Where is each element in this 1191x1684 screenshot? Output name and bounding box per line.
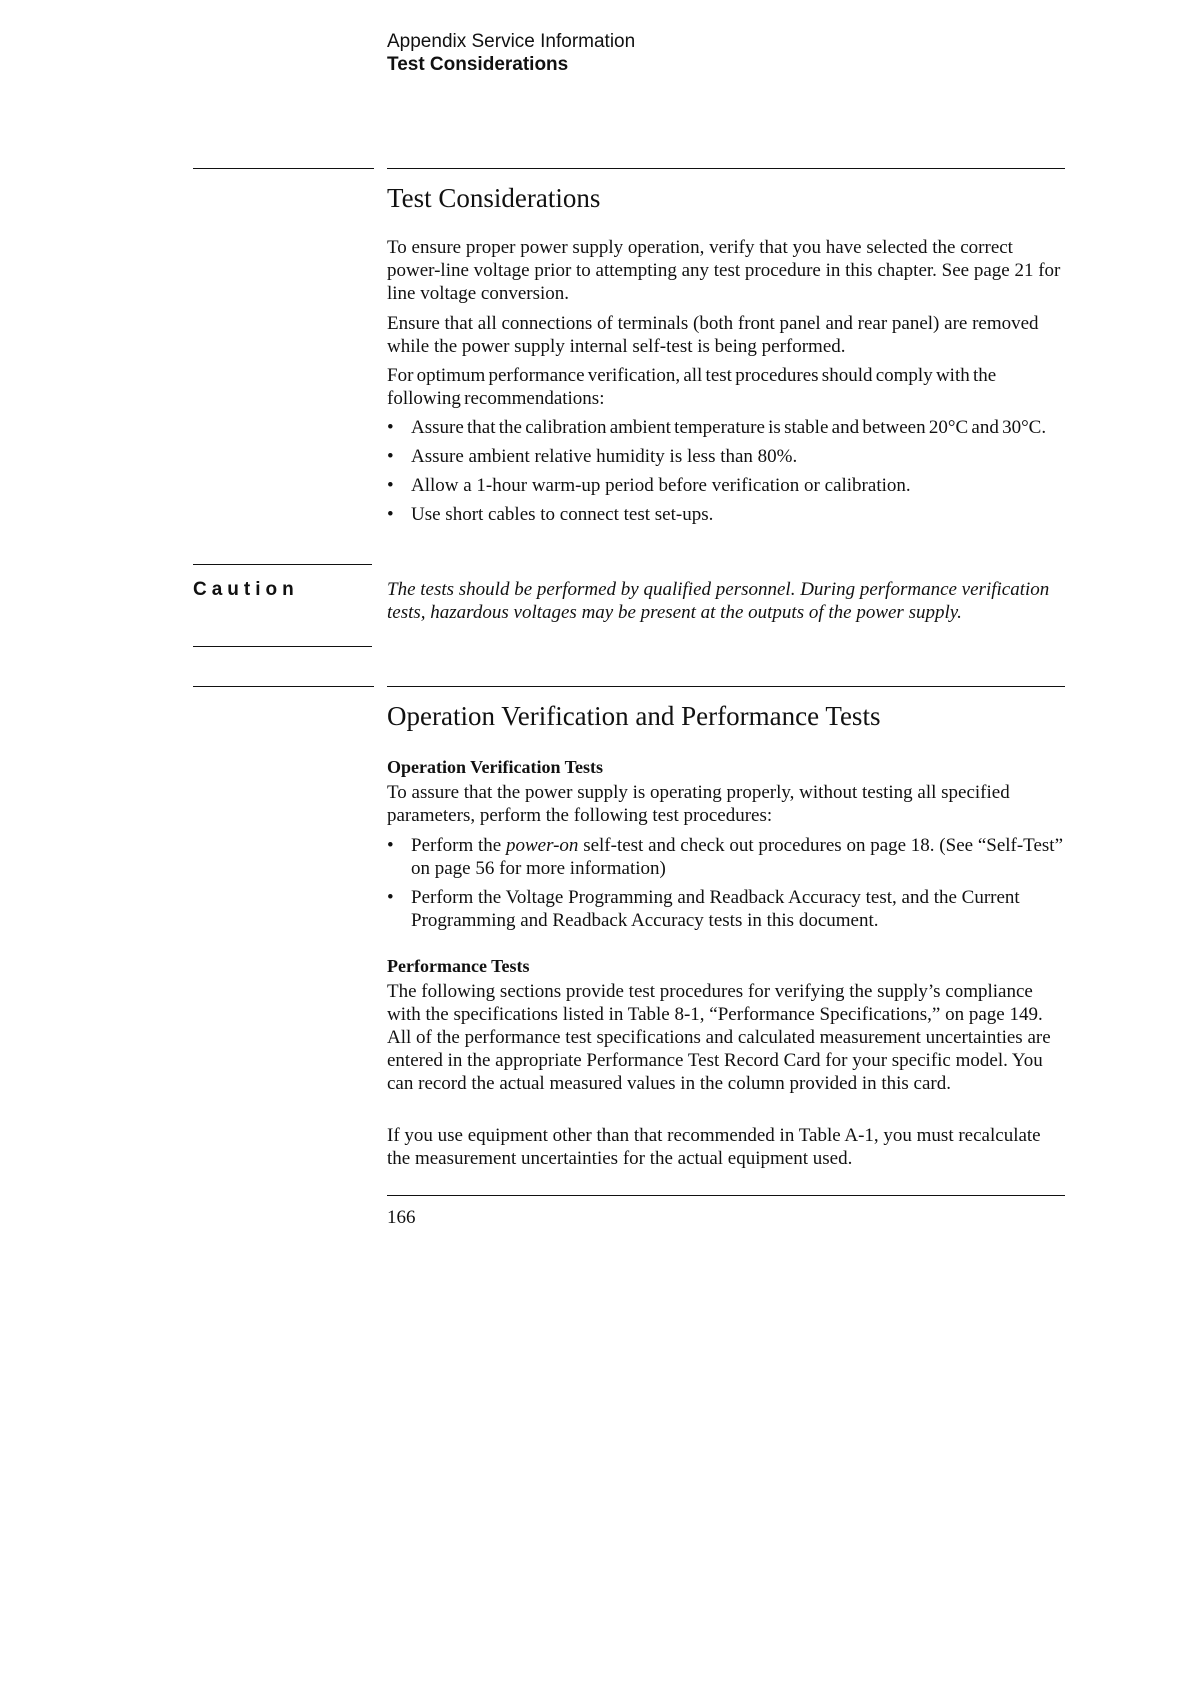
emphasis-text: power-on (505, 835, 579, 856)
list-item (387, 834, 1067, 880)
list-item (387, 416, 1067, 439)
list-item-text: Use short cables to connect test set-ups. (411, 504, 714, 525)
subheading-performance-tests: Performance Tests (387, 956, 530, 976)
left-margin-rule (193, 168, 374, 169)
bullet-icon: • (387, 475, 394, 496)
list-item-text: self-test and check out procedures on page 18. (See “Self-Test” on page 56 for more information) (411, 835, 1064, 879)
list-item-text: Allow a 1-hour warm-up period before verification or calibration. (411, 475, 911, 496)
section-rule (387, 686, 1065, 687)
paragraph: To assure that the power supply is operating properly, without testing all specified parameters, perform the following test procedures: (387, 782, 1010, 826)
bullet-icon: • (387, 504, 394, 525)
caution-top-rule (193, 564, 372, 565)
list-item (387, 886, 1067, 932)
caution-label: Caution (193, 579, 299, 600)
list-item-text: Perform the (411, 835, 506, 856)
section-rule (387, 168, 1065, 169)
operation-verification-list (387, 834, 1067, 938)
caution-text: The tests should be performed by qualified personnel. During performance verification tests, hazardous voltages may be present at the outputs of the power supply. (387, 579, 1050, 623)
page-number: 166 (387, 1207, 416, 1228)
section-heading-test-considerations: Test Considerations (387, 183, 601, 213)
list-item-text: Assure ambient relative humidity is less than 80%. (411, 446, 798, 467)
bullet-icon: • (387, 417, 394, 438)
section-heading-operation-verification: Operation Verification and Performance Tests (387, 701, 881, 731)
list-item (387, 445, 1067, 468)
subheading-operation-verification-tests: Operation Verification Tests (387, 757, 604, 777)
list-item (387, 474, 1067, 497)
paragraph: If you use equipment other than that recommended in Table A-1, you must recalculate the measurement uncertainties for the actual equipment used. (387, 1125, 1041, 1169)
list-item-text: Assure that the calibration ambient temperature is stable and between 20°C and 30°C. (411, 417, 1047, 438)
left-margin-rule (193, 686, 374, 687)
paragraph: For optimum performance verification, all test procedures should comply with the following recommendations: (387, 365, 997, 409)
bullet-icon: • (387, 887, 394, 908)
list-item (387, 503, 1067, 526)
paragraph: To ensure proper power supply operation, verify that you have selected the correct power-line voltage prior to attempting any test procedure in this chapter. See page 21 for line voltage conversion. (387, 237, 1061, 304)
list-item-text: Perform the Voltage Programming and Readback Accuracy test, and the Current Programming and Readback Accuracy tests in this document. (411, 887, 1020, 931)
running-header-title: Test Considerations (387, 54, 569, 75)
paragraph: The following sections provide test procedures for verifying the supply’s compliance with the specifications listed in Table 8-1, “Performance Specifications,” on page 149. All of the performance test specifications and calculated measurement uncertainties are entered in the appropriate Performance Test Record Card for your specific model. You can record the actual measured values in the column provided in this card. (387, 981, 1051, 1094)
footer-rule (387, 1195, 1065, 1196)
caution-bottom-rule (193, 646, 372, 647)
bullet-icon: • (387, 446, 394, 467)
paragraph: Ensure that all connections of terminals (both front panel and rear panel) are removed while the power supply internal self-test is being performed. (387, 313, 1039, 357)
running-header-section: Appendix Service Information (387, 31, 636, 52)
recommendations-list (387, 416, 1067, 532)
bullet-icon: • (387, 835, 394, 856)
